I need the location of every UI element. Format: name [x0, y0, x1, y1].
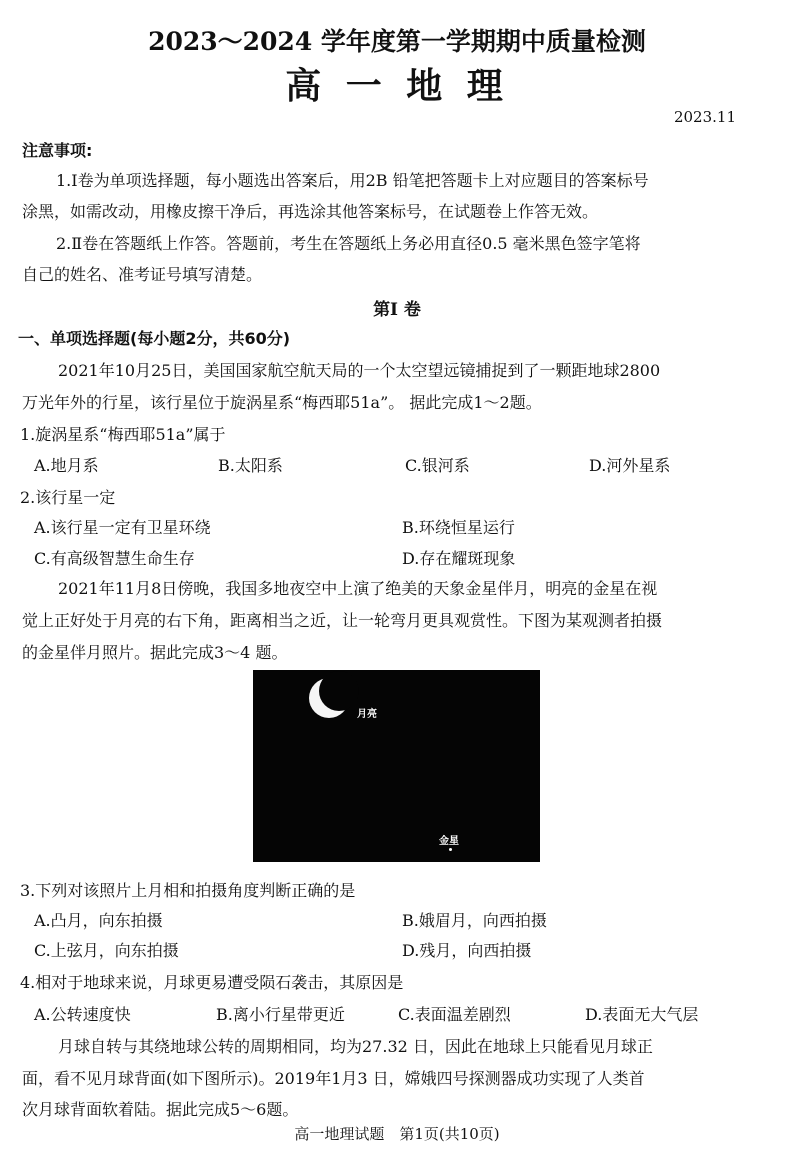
q2-option-a: A.该行星一定有卫星环绕 — [34, 518, 211, 537]
moon-shadow — [319, 671, 359, 711]
venus-moon-photo — [253, 670, 540, 862]
exam-date: 2023.11 — [673, 108, 736, 126]
q2-option-c: C.有高级智慧生命生存 — [34, 549, 195, 568]
part-title: 一、单项选择题(每小题2分，共60分) — [18, 329, 291, 348]
subject-title: 高 一 地 理 — [285, 65, 509, 107]
notice-item1-line1: 1.Ⅰ卷为单项选择题，每小题选出答案后，用2B 铅笔把答题卡上对应题目的答案标号 — [56, 171, 649, 190]
passage1-line1: 2021年10月25日，美国国家航空航天局的一个太空望远镜捕捉到了一颗距地球2800 — [58, 361, 661, 380]
moon-label: 月亮 — [357, 709, 377, 720]
venus-label: 金星 — [439, 836, 459, 847]
q2-option-d: D.存在耀斑现象 — [402, 549, 516, 568]
passage3-line1: 月球自转与其绕地球公转的周期相同，均为27.32 日，因此在地球上只能看见月球正 — [58, 1037, 653, 1056]
q3-option-d: D.残月，向西拍摄 — [402, 941, 532, 960]
passage3-line2: 面，看不见月球背面(如下图所示)。2019年1月3 日，嫦娥四号探测器成功实现了人类首 — [22, 1069, 645, 1088]
notice-item1-line2: 涂黑，如需改动，用橡皮擦干净后，再选涂其他答案标号，在试题卷上作答无效。 — [22, 202, 599, 221]
q1-option-b: B.太阳系 — [218, 456, 283, 475]
volume-title: 第Ⅰ 卷 — [373, 300, 421, 320]
venus-dot — [449, 848, 452, 851]
q1-stem: 1.旋涡星系“梅西耶51a”属于 — [20, 425, 226, 444]
passage1-line2: 万光年外的行星，该行星位于旋涡星系“梅西耶51a”。 据此完成1～2题。 — [22, 393, 542, 412]
passage3-line3: 次月球背面软着陆。据此完成5～6题。 — [22, 1100, 299, 1119]
q3-option-c: C.上弦月，向东拍摄 — [34, 941, 179, 960]
q3-stem: 3.下列对该照片上月相和拍摄角度判断正确的是 — [20, 881, 356, 900]
q4-option-a: A.公转速度快 — [34, 1005, 131, 1024]
notice-item2-line2: 自己的姓名、准考证号填写清楚。 — [22, 265, 263, 284]
q1-option-a: A.地月系 — [34, 456, 99, 475]
q2-option-b: B.环绕恒星运行 — [402, 518, 515, 537]
notice-item2-line1: 2.Ⅱ卷在答题纸上作答。答题前，考生在答题纸上务必用直径0.5 毫米黑色签字笔将 — [56, 234, 641, 253]
q4-option-d: D.表面无大气层 — [585, 1005, 699, 1024]
q1-option-c: C.银河系 — [405, 456, 470, 475]
q4-option-c: C.表面温差剧烈 — [398, 1005, 511, 1024]
q3-option-a: A.凸月，向东拍摄 — [34, 911, 163, 930]
passage2-line3: 的金星伴月照片。据此完成3～4 题。 — [22, 643, 288, 662]
page-footer: 高一地理试题 第1页(共10页) — [294, 1125, 500, 1143]
q4-option-b: B.离小行星带更近 — [216, 1005, 345, 1024]
q2-stem: 2.该行星一定 — [20, 488, 116, 507]
exam-title: 2023～2024 学年度第一学期期中质量检测 — [148, 27, 646, 56]
q4-stem: 4.相对于地球来说，月球更易遭受陨石袭击，其原因是 — [20, 973, 404, 992]
q3-option-b: B.娥眉月，向西拍摄 — [402, 911, 547, 930]
q1-option-d: D.河外星系 — [589, 456, 671, 475]
passage2-line2: 觉上正好处于月亮的右下角，距离相当之近，让一轮弯月更具观赏性。下图为某观测者拍摄 — [22, 611, 663, 630]
notice-heading: 注意事项: — [22, 141, 93, 160]
passage2-line1: 2021年11月8日傍晚，我国多地夜空中上演了绝美的天象金星伴月，明亮的金星在视 — [58, 579, 658, 598]
